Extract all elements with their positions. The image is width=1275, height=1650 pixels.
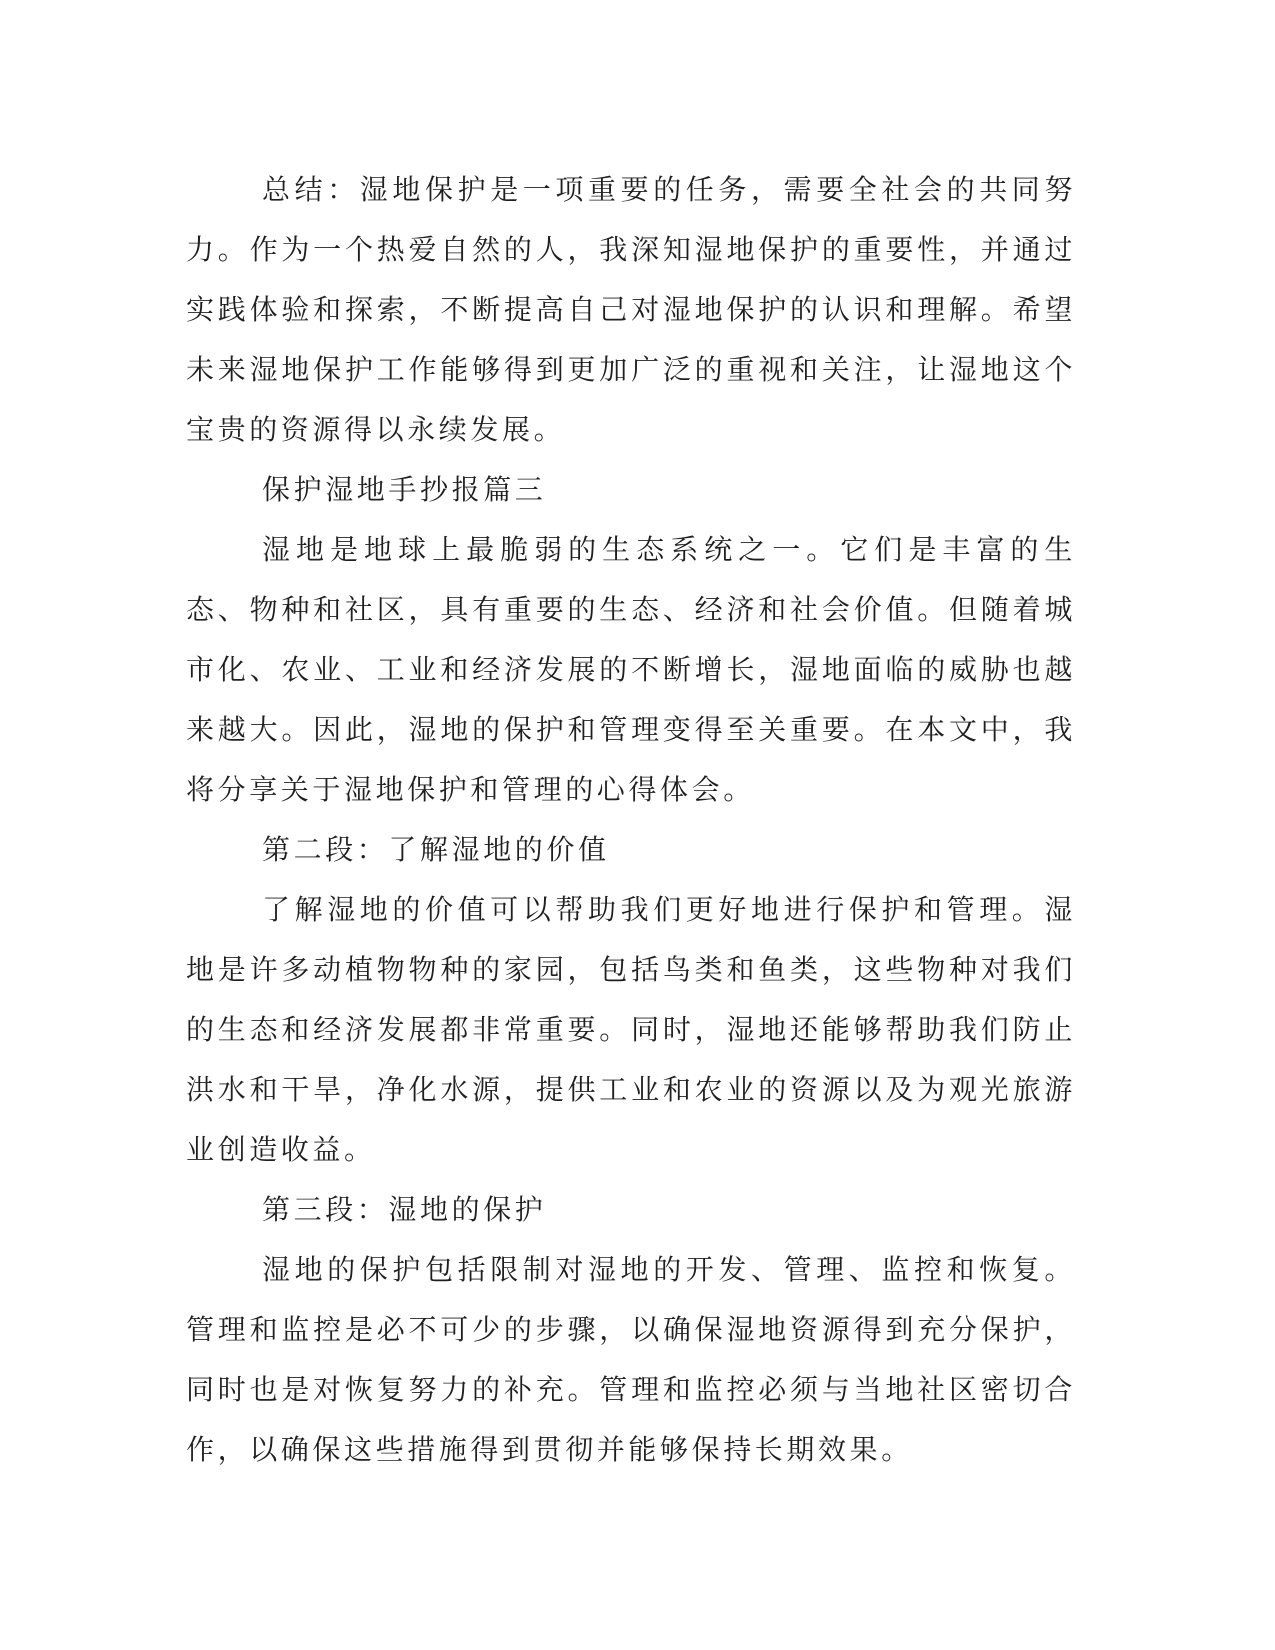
section-title-part-three: 保护湿地手抄报篇三 xyxy=(262,473,547,506)
section-heading-value: 第二段：了解湿地的价值 xyxy=(262,833,610,866)
value-paragraph: 了解湿地的价值可以帮助我们更好地进行保护和管理。湿地是许多动植物物种的家园，包括鸟类和鱼类，这些物种对我们的生态和经济发展都非常重要。同时，湿地还能够帮助我们防止洪水和干旱，净化水源，提供工业和农业的资源以及为观光旅游业创造收益。 xyxy=(186,893,1076,1166)
section-heading-protection: 第三段：湿地的保护 xyxy=(262,1193,547,1226)
summary-paragraph: 总结：湿地保护是一项重要的任务，需要全社会的共同努力。作为一个热爱自然的人，我深知湿地保护的重要性，并通过实践体验和探索，不断提高自己对湿地保护的认识和理解。希望未来湿地保护工作能够得到更加广泛的重视和关注，让湿地这个宝贵的资源得以永续发展。 xyxy=(186,173,1076,446)
intro-paragraph: 湿地是地球上最脆弱的生态系统之一。它们是丰富的生态、物种和社区，具有重要的生态、经济和社会价值。但随着城市化、农业、工业和经济发展的不断增长，湿地面临的威胁也越来越大。因此，湿地的保护和管理变得至关重要。在本文中，我将分享关于湿地保护和管理的心得体会。 xyxy=(186,533,1076,806)
protection-paragraph: 湿地的保护包括限制对湿地的开发、管理、监控和恢复。管理和监控是必不可少的步骤，以确保湿地资源得到充分保护，同时也是对恢复努力的补充。管理和监控必须与当地社区密切合作，以确保这些措施得到贯彻并能够保持长期效果。 xyxy=(186,1253,1076,1466)
document-body xyxy=(186,160,1076,1480)
